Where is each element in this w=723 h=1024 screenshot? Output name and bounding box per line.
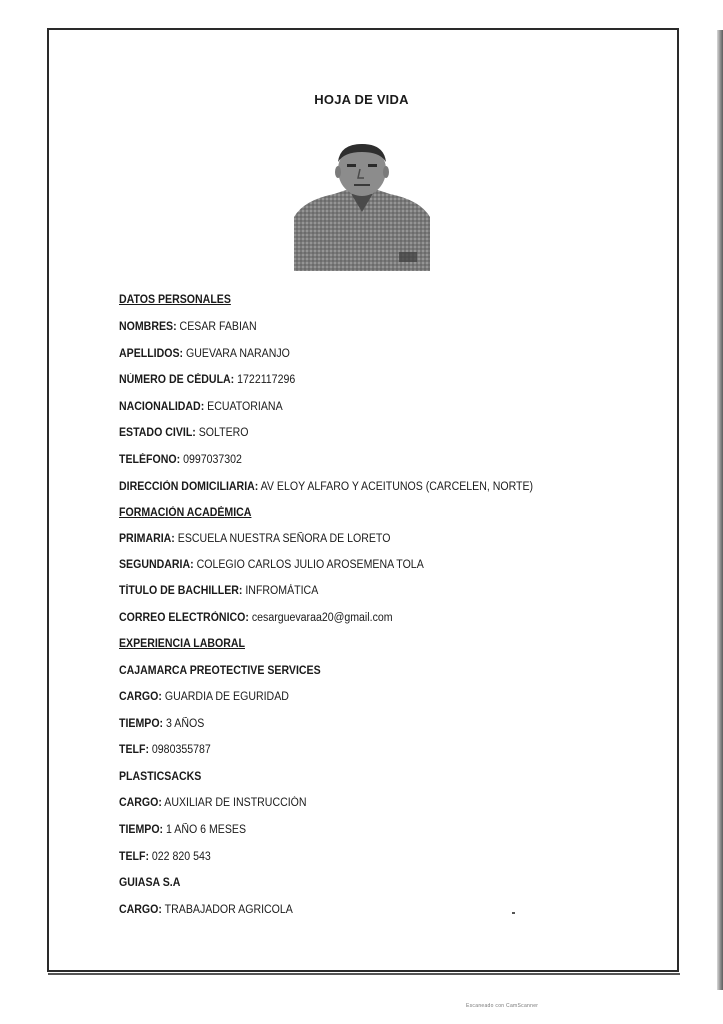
field-label: TIEMPO:: [119, 718, 164, 730]
job-company: [119, 877, 180, 889]
field-label: NOMBRES:: [119, 321, 177, 333]
field-label: TIEMPO:: [119, 824, 164, 836]
field-cedula: [119, 374, 295, 386]
field-telefono: [119, 454, 242, 466]
field-label: TELÈFONO:: [119, 454, 181, 466]
border-shadow: [48, 973, 680, 975]
field-label: CORREO ELECTRÒNICO:: [119, 612, 249, 624]
field-value: cesarguevaraa20@gmail.com: [251, 612, 393, 624]
field-segundaria: [119, 559, 424, 571]
profile-photo: [294, 142, 430, 271]
field-correo: [119, 612, 393, 624]
company-name: PLASTICSACKS: [119, 771, 202, 783]
job-cargo: [119, 691, 289, 703]
field-label: DIRECCIÒN DOMICILIARIA:: [119, 481, 259, 493]
field-apellidos: [119, 348, 290, 360]
field-value: COLEGIO CARLOS JULIO AROSEMENA TOLA: [196, 559, 424, 571]
section-formacion-academica: FORMACIÒN ACADÈMICA: [119, 507, 252, 519]
field-value: ESCUELA NUESTRA SEÑORA DE LORETO: [177, 533, 391, 545]
field-label: APELLIDOS:: [119, 348, 184, 360]
field-value: AUXILIAR DE INSTRUCCIÓN: [164, 797, 307, 809]
document-title: HOJA DE VIDA: [314, 92, 409, 107]
field-titulo-bachiller: [119, 585, 318, 597]
job-company: [119, 665, 321, 677]
section-datos-personales: DATOS PERSONALES: [119, 294, 231, 306]
field-value: GUEVARA NARANJO: [186, 348, 290, 360]
field-label: CARGO:: [119, 691, 162, 703]
scan-speck: [512, 912, 515, 914]
section-experiencia-laboral: EXPERIENCIA LABORAL: [119, 638, 245, 650]
field-label: TELF:: [119, 851, 149, 863]
job-telf: [119, 851, 211, 863]
field-direccion: [119, 481, 533, 493]
scanner-footer-note: Escaneado con CamScanner: [466, 1003, 539, 1009]
field-nombres: [119, 321, 257, 333]
field-label: TELF:: [119, 744, 149, 756]
field-value: 0997037302: [183, 454, 242, 466]
field-label: ESTADO CIVIL:: [119, 427, 196, 439]
field-value: GUARDIA DE EGURIDAD: [164, 691, 289, 703]
field-label: CARGO:: [119, 797, 162, 809]
field-label: CARGO:: [119, 904, 162, 916]
job-cargo: [119, 797, 307, 809]
job-tiempo: [119, 718, 204, 730]
company-name: CAJAMARCA PREOTECTIVE SERVICES: [119, 665, 321, 677]
field-value: AV ELOY ALFARO Y ACEITUNOS (CARCELEN, NORTE): [260, 481, 534, 493]
scan-edge: [717, 30, 723, 990]
company-name: GUIASA S.A: [119, 877, 181, 889]
field-value: 1722117296: [237, 374, 296, 386]
field-value: 0980355787: [151, 744, 211, 756]
field-value: ECUATORIANA: [207, 401, 283, 413]
field-label: NACIONALIDAD:: [119, 401, 205, 413]
field-value: 022 820 543: [151, 851, 211, 863]
field-value: 3 AÑOS: [166, 718, 205, 730]
field-estado-civil: [119, 427, 249, 439]
job-company: [119, 771, 201, 783]
field-label: NÙMERO DE CÈDULA:: [119, 374, 235, 386]
field-label: TÌTULO DE BACHILLER:: [119, 585, 243, 597]
portrait-photo-icon: [294, 142, 430, 271]
job-telf: [119, 744, 211, 756]
job-tiempo: [119, 824, 246, 836]
field-value: SOLTERO: [198, 427, 249, 439]
field-value: TRABAJADOR AGRICOLA: [164, 904, 293, 916]
field-value: CESAR FABIAN: [179, 321, 257, 333]
field-label: PRIMARIA:: [119, 533, 175, 545]
field-label: SEGUNDARIA:: [119, 559, 194, 571]
field-primaria: [119, 533, 390, 545]
field-value: INFROMÀTICA: [245, 585, 319, 597]
field-nacionalidad: [119, 401, 283, 413]
job-cargo: [119, 904, 293, 916]
field-value: 1 AÑO 6 MESES: [166, 824, 247, 836]
